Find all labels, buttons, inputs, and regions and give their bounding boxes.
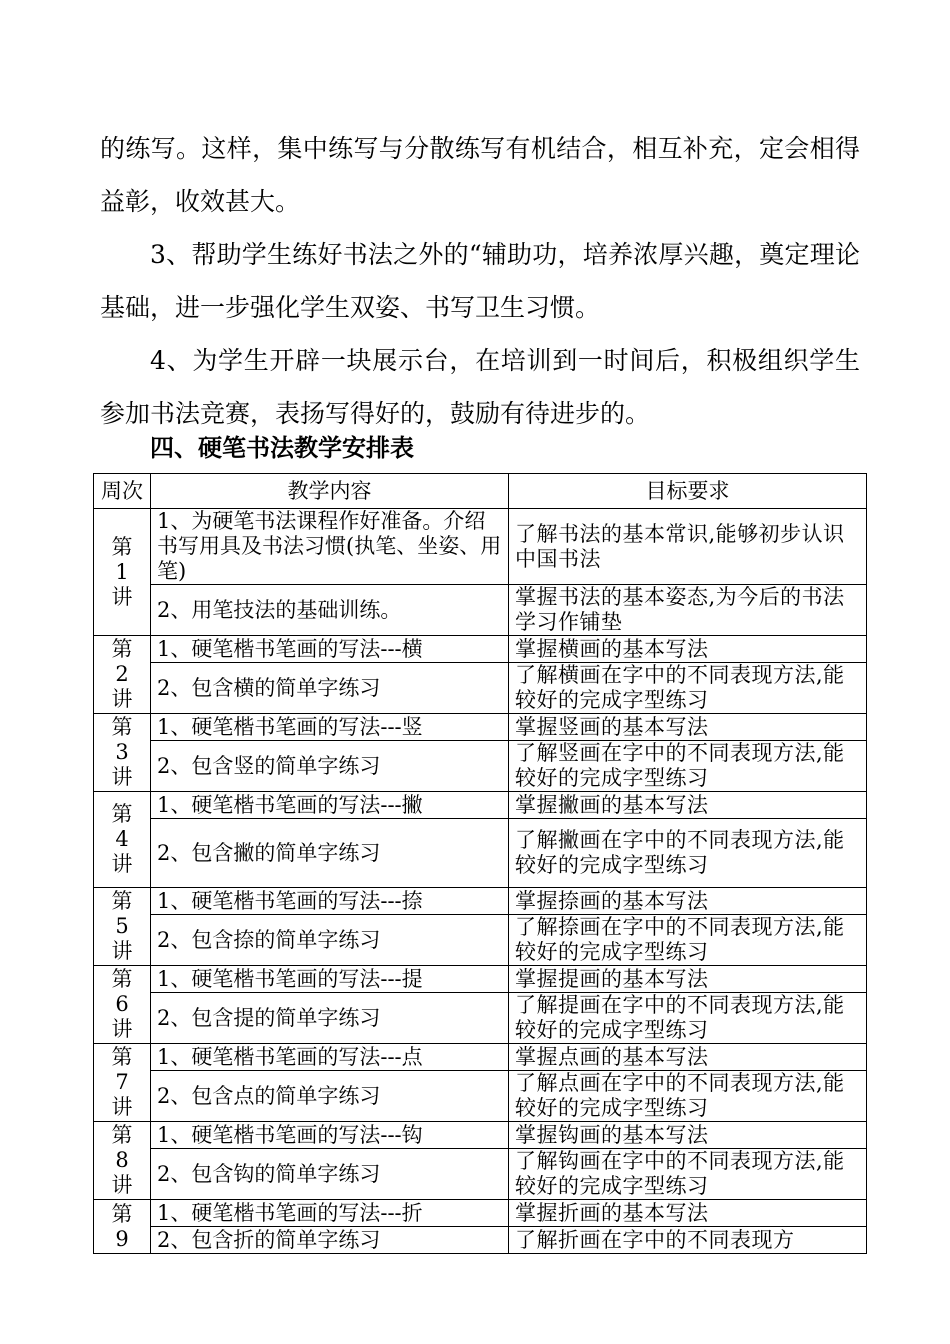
week-label-part: 第 — [111, 1123, 133, 1147]
paragraph-item-3: 3、帮助学生练好书法之外的“辅助功，培养浓厚兴趣，奠定理论基础，进一步强化学生双姿、书写卫生习惯。 — [100, 240, 860, 322]
table-row — [94, 714, 867, 741]
goal-cell: 了解提画在字中的不同表现方法,能较好的完成字型练习 — [509, 993, 867, 1044]
goal-cell: 了解点画在字中的不同表现方法,能较好的完成字型练习 — [509, 1071, 867, 1122]
content-cell: 1、硬笔楷书笔画的写法---竖 — [151, 714, 509, 741]
content-cell: 1、硬笔楷书笔画的写法---点 — [151, 1044, 509, 1071]
week-label-part: 1 — [115, 559, 129, 584]
week-label-part: 讲 — [111, 939, 133, 963]
table-row — [94, 636, 867, 663]
week-label-part: 讲 — [111, 1095, 133, 1119]
week-label-part: 讲 — [111, 687, 133, 711]
table-row — [94, 1200, 867, 1227]
week-label-part: 6 — [115, 992, 129, 1016]
goal-cell: 掌握折画的基本写法 — [509, 1200, 867, 1227]
content-cell: 2、包含撇的简单字练习 — [151, 819, 509, 888]
goal-cell: 掌握竖画的基本写法 — [509, 714, 867, 741]
week-label-part: 讲 — [111, 852, 133, 876]
table-row — [94, 741, 867, 792]
paragraph-continuation: 的练写。这样，集中练写与分散练写有机结合，相互补充，定会相得益彰，收效甚大。 — [100, 134, 860, 216]
week-label-part: 7 — [115, 1070, 129, 1094]
week-label-part: 2 — [115, 662, 129, 686]
schedule-table — [93, 473, 867, 1254]
table-row — [94, 888, 867, 915]
week-label-part: 第 — [111, 1045, 133, 1069]
week-label-part: 3 — [115, 740, 129, 764]
table-row — [94, 819, 867, 888]
content-cell: 2、包含提的简单字练习 — [151, 993, 509, 1044]
week-label-part: 第 — [111, 802, 133, 826]
table-row — [94, 663, 867, 714]
table-row — [94, 1122, 867, 1149]
week-label-part: 讲 — [111, 765, 133, 789]
week-label-part: 第 — [111, 1201, 133, 1226]
table-body — [94, 509, 867, 1254]
week-label — [94, 1200, 151, 1254]
goal-cell: 掌握提画的基本写法 — [509, 966, 867, 993]
goal-cell: 掌握捺画的基本写法 — [509, 888, 867, 915]
content-cell: 2、包含点的简单字练习 — [151, 1071, 509, 1122]
content-cell: 2、用笔技法的基础训练。 — [151, 585, 509, 636]
paragraph-item-4: 4、为学生开辟一块展示台，在培训到一时间后，积极组织学生参加书法竞赛，表扬写得好的，鼓励有待进步的。 — [100, 346, 860, 428]
week-label — [94, 509, 151, 636]
week-label-part: 第 — [111, 637, 133, 661]
table-row — [94, 509, 867, 585]
goal-cell: 了解竖画在字中的不同表现方法,能较好的完成字型练习 — [509, 741, 867, 792]
week-label — [94, 1044, 151, 1122]
goal-cell: 了解撇画在字中的不同表现方法,能较好的完成字型练习 — [509, 819, 867, 888]
goal-cell: 掌握横画的基本写法 — [509, 636, 867, 663]
header-week: 周次 — [94, 474, 151, 509]
week-label-part: 第 — [111, 967, 133, 991]
goal-cell: 掌握点画的基本写法 — [509, 1044, 867, 1071]
content-cell: 1、硬笔楷书笔画的写法---折 — [151, 1200, 509, 1227]
content-cell: 1、硬笔楷书笔画的写法---撇 — [151, 792, 509, 819]
table-row — [94, 792, 867, 819]
week-label-part: 第 — [111, 889, 133, 913]
content-cell: 2、包含竖的简单字练习 — [151, 741, 509, 792]
content-cell: 2、包含捺的简单字练习 — [151, 915, 509, 966]
table-header-row — [94, 474, 867, 509]
content-cell: 2、包含钩的简单字练习 — [151, 1149, 509, 1200]
table-row — [94, 1227, 867, 1254]
week-label-part: 讲 — [111, 1173, 133, 1197]
table-row — [94, 915, 867, 966]
goal-cell: 了解钩画在字中的不同表现方法,能较好的完成字型练习 — [509, 1149, 867, 1200]
week-label-part: 讲 — [111, 584, 133, 609]
week-label-part: 5 — [115, 914, 129, 938]
week-label — [94, 966, 151, 1044]
week-label-part: 9 — [115, 1226, 129, 1251]
goal-cell: 掌握书法的基本姿态,为今后的书法学习作铺垫 — [509, 585, 867, 636]
week-label — [94, 792, 151, 888]
header-goal: 目标要求 — [509, 474, 867, 509]
content-cell: 1、硬笔楷书笔画的写法---提 — [151, 966, 509, 993]
week-label-part: 第 — [111, 534, 133, 559]
goal-cell: 了解折画在字中的不同表现方 — [509, 1227, 867, 1254]
goal-cell: 掌握撇画的基本写法 — [509, 792, 867, 819]
week-label-part: 第 — [111, 715, 133, 739]
week-label — [94, 714, 151, 792]
content-cell: 1、硬笔楷书笔画的写法---横 — [151, 636, 509, 663]
table-row — [94, 585, 867, 636]
week-label — [94, 888, 151, 966]
week-label-part: 4 — [115, 827, 129, 851]
goal-cell: 掌握钩画的基本写法 — [509, 1122, 867, 1149]
goal-cell: 了解书法的基本常识,能够初步认识中国书法 — [509, 509, 867, 585]
goal-cell: 了解横画在字中的不同表现方法,能较好的完成字型练习 — [509, 663, 867, 714]
week-label-part: 8 — [115, 1148, 129, 1172]
content-cell: 2、包含折的简单字练习 — [151, 1227, 509, 1254]
content-cell: 1、硬笔楷书笔画的写法---捺 — [151, 888, 509, 915]
header-content: 教学内容 — [151, 474, 509, 509]
section-heading: 四、硬笔书法教学安排表 — [150, 433, 414, 462]
content-cell: 2、包含横的简单字练习 — [151, 663, 509, 714]
week-label — [94, 1122, 151, 1200]
goal-cell: 了解捺画在字中的不同表现方法,能较好的完成字型练习 — [509, 915, 867, 966]
content-cell: 1、硬笔楷书笔画的写法---钩 — [151, 1122, 509, 1149]
week-label — [94, 636, 151, 714]
table-row — [94, 993, 867, 1044]
content-cell: 1、为硬笔书法课程作好准备。介绍书写用具及书法习惯(执笔、坐姿、用笔) — [151, 509, 509, 585]
week-label-part: 讲 — [111, 1017, 133, 1041]
table-row — [94, 1071, 867, 1122]
table-row — [94, 1149, 867, 1200]
table-row — [94, 966, 867, 993]
table-row — [94, 1044, 867, 1071]
